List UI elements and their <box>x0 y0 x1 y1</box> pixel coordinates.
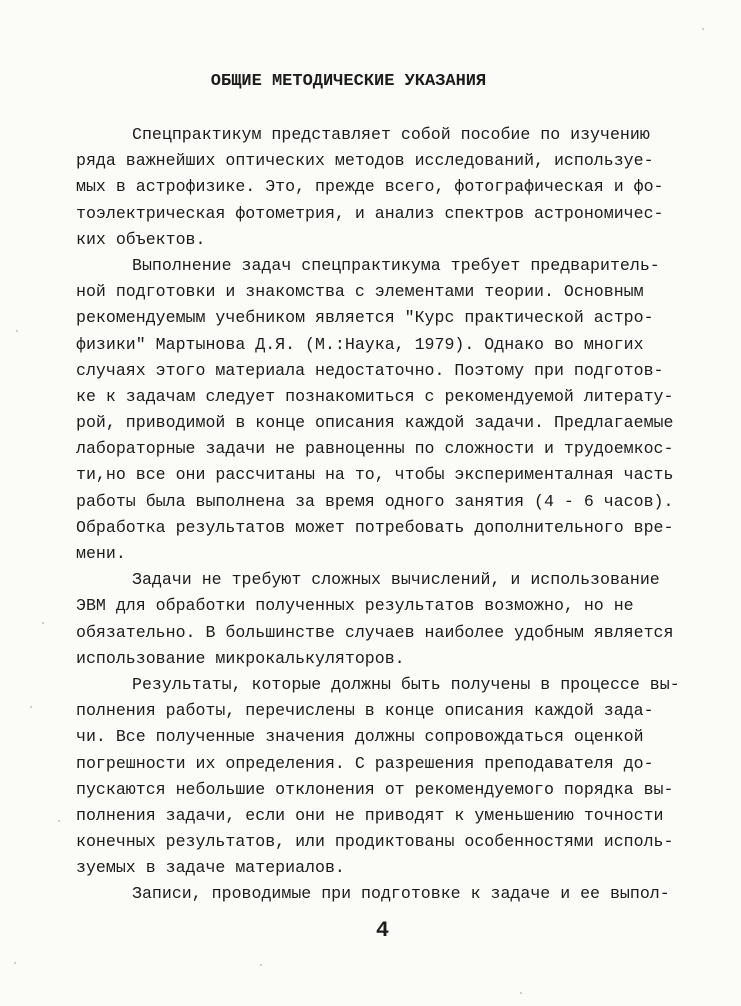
paragraph-5 <box>76 881 718 907</box>
text-line: ке к задачам следует познакомиться с рекомендуемой литерату- <box>76 386 674 406</box>
text-line: Записи, проводимые при подготовке к задаче и ее выпол- <box>132 884 670 904</box>
text-line: погрешности их определения. С разрешения преподавателя до- <box>76 753 654 773</box>
text-line: Результаты, которые должны быть получены в процессе вы- <box>132 674 680 694</box>
text-line: лабораторные задачи не равноценны по сложности и трудоемкос- <box>76 439 674 459</box>
text-line: ких объектов. <box>76 229 206 249</box>
text-line: Задачи не требуют сложных вычислений, и использование <box>132 570 660 590</box>
text-line: работы была выполнена за время одного занятия (4 - 6 часов). <box>76 491 674 511</box>
text-line: полнения работы, перечислены в конце описания каждой зада- <box>76 701 654 721</box>
scan-speck <box>16 330 18 332</box>
scan-speck <box>30 706 32 708</box>
text-line: обязательно. В большинстве случаев наиболее удобным является <box>76 622 674 642</box>
text-line: использование микрокалькуляторов. <box>76 648 405 668</box>
text-line: рой, приводимой в конце описания каждой задачи. Предлагаемые <box>76 413 674 433</box>
scan-speck <box>702 28 704 30</box>
text-line: рекомендуемым учебником является "Курс практической астро- <box>76 308 654 328</box>
text-line: ЭВМ для обработки полученных результатов возможно, но не <box>76 596 634 616</box>
page-number: 4 <box>375 918 390 943</box>
scan-speck <box>58 820 60 822</box>
paragraph-4 <box>76 672 718 882</box>
scan-speck <box>520 992 522 994</box>
text-line: ряда важнейших оптических методов исследований, используе- <box>76 151 654 171</box>
scan-speck <box>42 622 44 624</box>
paragraph-2 <box>76 253 718 567</box>
body-text <box>76 122 718 908</box>
text-line: тоэлектрическая фотометрия, и анализ спектров астрономичес- <box>76 203 664 223</box>
text-line: ти,но все они рассчитаны на то, чтобы эксперименталная часть <box>76 465 674 485</box>
text-line: Обработка результатов может потребовать дополнительного вре- <box>76 517 674 537</box>
text-line: зуемых в задаче материалов. <box>76 858 345 878</box>
scan-speck <box>14 962 16 964</box>
paragraph-1 <box>76 122 718 253</box>
text-line: пускаются небольшие отклонения от рекомендуемого порядка вы- <box>76 779 674 799</box>
text-line: Спецпрактикум представляет собой пособие по изучению <box>132 125 650 144</box>
scan-speck <box>260 964 262 966</box>
page-title: ОБЩИЕ МЕТОДИЧЕСКИЕ УКАЗАНИЯ <box>210 72 487 91</box>
text-line: случаях этого материала недостаточно. Поэтому при подготов- <box>76 360 664 380</box>
text-line: мых в астрофизике. Это, прежде всего, фотографическая и фо- <box>76 177 664 197</box>
text-line: ной подготовки и знакомства с элементами теории. Основным <box>76 282 644 302</box>
paragraph-3 <box>76 567 718 672</box>
text-line: физики" Мартынова Д.Я. (М.:Наука, 1979). Однако во многих <box>76 334 644 354</box>
text-line: мени. <box>76 544 126 563</box>
text-line: Выполнение задач спецпрактикума требует предваритель- <box>132 255 660 275</box>
text-line: полнения задачи, если они не приводят к уменьшению точности <box>76 805 664 825</box>
text-line: конечных результатов, или продиктованы особенностями исполь- <box>76 832 674 852</box>
text-line: чи. Все полученные значения должны сопровождаться оценкой <box>76 727 644 747</box>
